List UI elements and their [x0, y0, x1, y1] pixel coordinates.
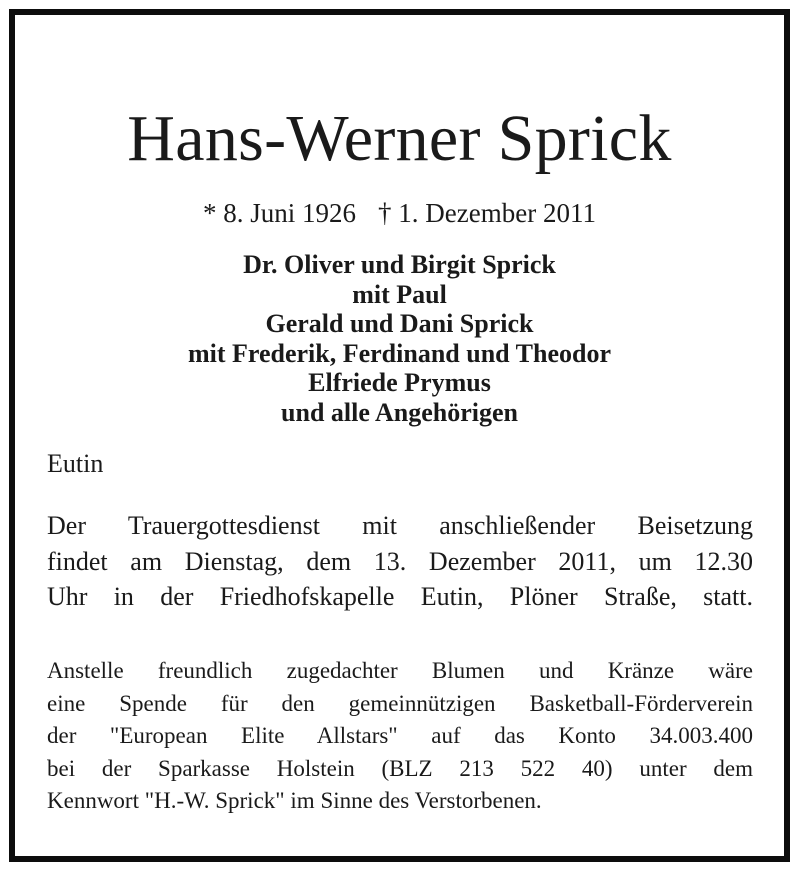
donation-line: Anstelle freundlich zugedachter Blumen und Kränze wäre [47, 658, 753, 683]
death-date: † 1. Dezember 2011 [378, 198, 596, 228]
donation-line: eine Spende für den gemeinnützigen Basketball-Förderverein [47, 690, 753, 716]
deceased-name: Hans-Werner Sprick [127, 102, 672, 175]
donation-paragraph [47, 655, 753, 818]
mourner-line: Dr. Oliver und Birgit Sprick [243, 250, 556, 279]
service-line: Uhr in der Friedhofskapelle Eutin, Plöner Straße, statt. [47, 582, 753, 611]
donation-line: Kennwort "H.-W. Sprick" im Sinne des Verstorbenen. [47, 788, 542, 813]
service-paragraph [47, 508, 753, 615]
obituary-notice [9, 9, 790, 862]
mourner-line: mit Paul [352, 279, 447, 309]
mourner-line: mit Frederik, Ferdinand und Theodor [187, 338, 612, 368]
mourners-list [15, 250, 784, 427]
birth-date: * 8. Juni 1926 [203, 198, 357, 228]
mourner-line: Gerald und Dani Sprick [265, 309, 534, 338]
donation-line: der "European Elite Allstars" auf das Konto 34.003.400 [47, 723, 753, 748]
mourner-line: Elfriede Prymus [308, 368, 491, 397]
life-dates [15, 195, 784, 231]
service-line: findet am Dienstag, dem 13. Dezember 2011, um 12.30 [47, 546, 753, 576]
place-name: Eutin [47, 449, 104, 478]
donation-line: bei der Sparkasse Holstein (BLZ 213 522 40) unter dem [47, 755, 753, 781]
service-line: Der Trauergottesdienst mit anschließender Beisetzung [47, 511, 753, 540]
mourner-line: und alle Angehörigen [281, 397, 518, 427]
